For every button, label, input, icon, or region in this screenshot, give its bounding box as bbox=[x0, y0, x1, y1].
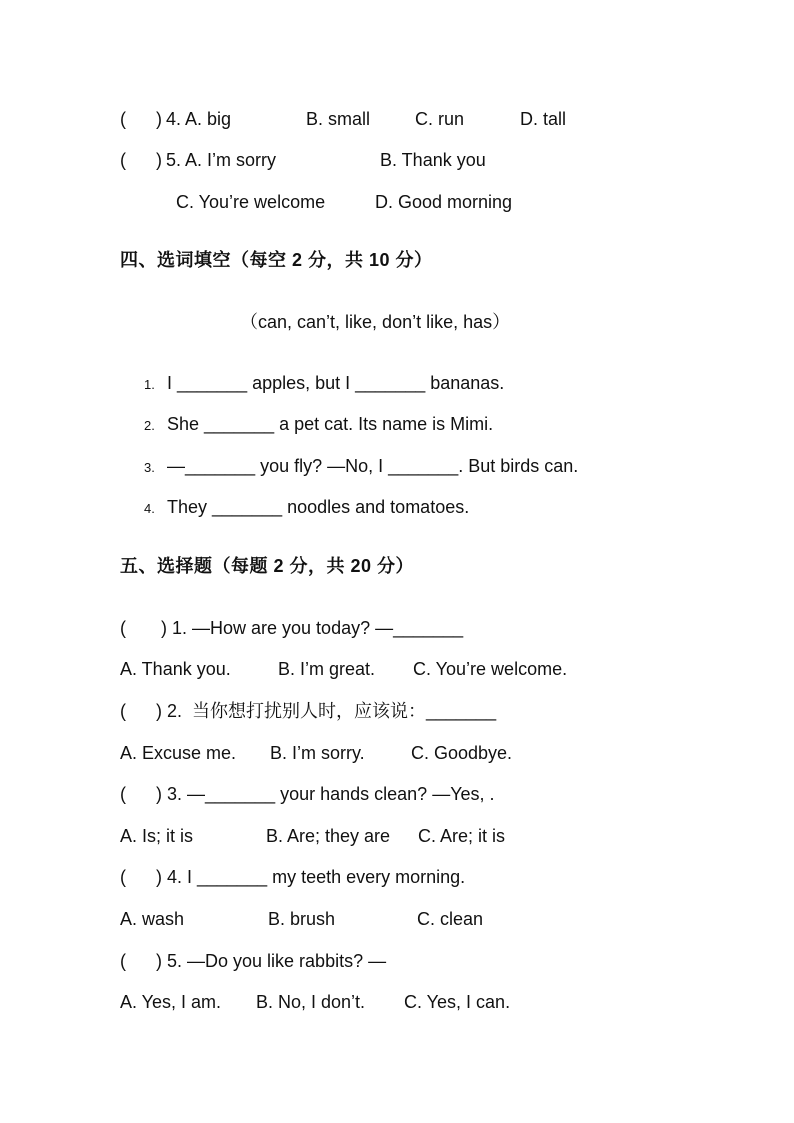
option-d: D. Good morning bbox=[375, 192, 513, 212]
option-c: C. Yes, I can. bbox=[404, 992, 511, 1012]
word-bank: （can, can’t, like, don’t like, has） bbox=[240, 312, 511, 332]
option-a: A. Excuse me. bbox=[120, 743, 237, 763]
item-text: They _______ noodles and tomatoes. bbox=[167, 497, 470, 517]
section-5-heading: 五、选择题（每题 2 分，共 20 分） bbox=[120, 556, 415, 576]
question-stem: ( ) 1. —How are you today? —_______ bbox=[120, 618, 464, 638]
option-b: B. Are; they are bbox=[266, 826, 391, 846]
option-a: A. wash bbox=[120, 909, 185, 929]
option-b: B. Thank you bbox=[380, 150, 486, 170]
answer-paren: ( ) bbox=[120, 150, 162, 170]
option-c: C. Goodbye. bbox=[411, 743, 513, 763]
option-c: C. clean bbox=[417, 909, 484, 929]
question-stem: ( ) 4. I _______ my teeth every morning. bbox=[120, 867, 466, 887]
item-number: 4. bbox=[144, 501, 155, 516]
item-number: 2. bbox=[144, 418, 155, 433]
option-a: A. Thank you. bbox=[120, 659, 231, 679]
question-stem: 4. A. big bbox=[166, 109, 232, 129]
option-c: C. You’re welcome. bbox=[413, 659, 568, 679]
option-c: C. run bbox=[415, 109, 465, 129]
item-text: I _______ apples, but I _______ bananas. bbox=[167, 373, 505, 393]
question-stem: 5. A. I’m sorry bbox=[166, 150, 277, 170]
option-d: D. tall bbox=[520, 109, 567, 129]
option-b: B. small bbox=[306, 109, 371, 129]
option-b: B. No, I don’t. bbox=[256, 992, 366, 1012]
option-b: B. I’m great. bbox=[278, 659, 376, 679]
answer-paren: ( ) bbox=[120, 109, 162, 129]
option-a: A. Yes, I am. bbox=[120, 992, 222, 1012]
option-b: B. I’m sorry. bbox=[270, 743, 365, 763]
item-number: 1. bbox=[144, 377, 155, 392]
option-b: B. brush bbox=[268, 909, 336, 929]
option-c: C. You’re welcome bbox=[176, 192, 326, 212]
question-stem: ( ) 3. —_______ your hands clean? —Yes, . bbox=[120, 784, 495, 804]
question-stem: ( ) 5. —Do you like rabbits? — bbox=[120, 951, 387, 971]
item-text: —_______ you fly? —No, I _______. But birds can. bbox=[167, 456, 579, 476]
option-c: C. Are; it is bbox=[418, 826, 506, 846]
item-text: She _______ a pet cat. Its name is Mimi. bbox=[167, 414, 494, 434]
section-4-heading: 四、选词填空（每空 2 分，共 10 分） bbox=[120, 250, 433, 270]
item-number: 3. bbox=[144, 460, 155, 475]
question-stem: ( ) 2. 当你想打扰别人时，应该说：_______ bbox=[120, 701, 497, 721]
option-a: A. Is; it is bbox=[120, 826, 194, 846]
